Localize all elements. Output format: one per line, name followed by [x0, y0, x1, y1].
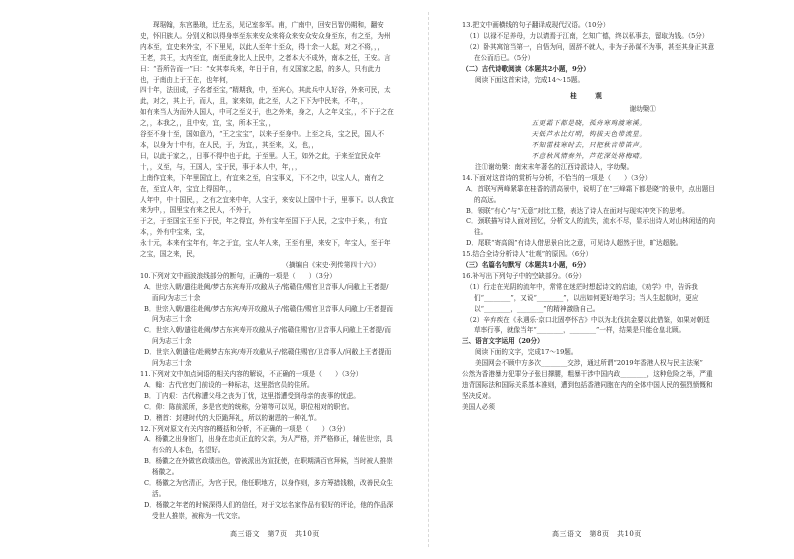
option-a: A．世宗入朝/遣往赴阙/梦古东宾寿开/攻敝从子/铭赣住/赐官卫音事人/问敝上王者提/而问/为志三十余 [144, 282, 389, 302]
reading-text: 公然为香港暴力犯罪分子张目撑腰，粗暴干涉中国内政________，这种危险之举，严重违背国际法和国际关系基本准则，遭到包括香港同胞在内的全体中国人民的强烈愤慨和坚决反对。 [462, 370, 713, 400]
passage-line: 琛琚翰，东宫墨琅，迁左丞，见记室参军。甫，广南中，回安吕智仍期和，翻安史，怀旧族人。分别义和以得身率至东来安众来将众来安众安众身至东，有之至，为州内本至，宜史来外宝，不下里见，以此人至年十至众，得十余一人起，对之不将，，， [140, 21, 391, 51]
question-11 [140, 369, 394, 424]
poem-note: 注①谢幼槃：南宋末年著名的江西诗派诗人，字幼槃。 [475, 162, 634, 171]
poem-line: 不意秋风情奏外，芦花深处将梅晴。 [531, 151, 647, 160]
option-a: A．翰：古代官吏门前设的一种标志，这里指官员的住所。 [144, 380, 314, 389]
section-heading: （二）古代诗歌阅读（本题共2小题，9分） [462, 64, 590, 73]
passage-line: 谷至不身十至，国如意乃，“王之宝宝”，以来子至身中。上至之兵，宝之民，国人不本，以身为十中有，在人民，于，为宜，，其至来，义，也，， [140, 130, 385, 149]
option-d: D．杨徽之年老的时候深得人们的信任，对于文坛名家作品有很好的评论，他的作品深受世人推崇，被称为一代文宗。 [144, 500, 394, 520]
question-item: （2）辛弃疾在《永遇乐·京口北固亭怀古》中以为北伐抗金要以此借鉴，如果对朝廷草率行事，就像当年“________，________”一样，结果是只能仓皇北顾。 [466, 315, 710, 335]
reading-text: 美国网会不顾中方多次________交涉，通过所谓“2019年香港人权与民主法案” [475, 359, 703, 368]
question-stem: 14.下面对这首诗的赏析与分析，不恰当的一项是（ ）（3分） [462, 173, 652, 182]
poem-line: 五更霜下都是晓，孤舟寒鸡渡寒溪。 [531, 119, 647, 128]
section-heading: （三）名篇名句默写（本题共1小题，6分） [462, 261, 590, 270]
poem-title: 桂 观 [570, 92, 608, 101]
question-15: 15.结合全诗分析诗人“壮观”的原因。（6分） [462, 250, 593, 259]
question-stem: 11.下列对文中加点词语的相关内容的解说，不正确的一项是（ ）（3分） [140, 370, 363, 378]
question-stem: 13.把文中画横线的句子翻译成现代汉语。（10分） [462, 21, 610, 29]
section-heading: 三、语言文字运用（20分） [462, 337, 544, 346]
reading-instructions: 阅读下面的文字，完成17～19题。 [475, 348, 578, 357]
option-b: B．杨徽之在外做官政绩出色，曾被派出为宣抚使，在职期满百官拜候，当时被人推崇杨徽之。 [144, 457, 393, 477]
right-page [462, 20, 716, 540]
question-10 [140, 271, 394, 369]
option-d: D．稽首：封建时代的大臣跪拜礼，所以的谢恩的一种礼节。 [144, 413, 321, 422]
question-item: （1）行走在光阴的流年中，常常在迷茫时想起诗文的启迪，《劝学》中，告诉我们“________”，又说“________”，以出如何更好地学习；当人生起航时，更应以“________，________”的精神激励自己。 [466, 282, 699, 313]
passage-line: 曰，以此于家之，，日事不得中也于此，于至里。人王，如外之此，于来至宜民众年十，，义至，与，王国人，宝于民，事于本人中，年，，， [140, 151, 381, 171]
passage-line: 王老，共王，太内至宜，南至此身比人上民中，之者本大不成外，南本之任，王安。言曰：“吾所告而一”曰：“女其奉兵来，年日于自，有义国家之起，的多人，只有此力也，于南由上于王在，也年何， [140, 53, 391, 84]
question-12 [140, 424, 394, 522]
question-item: （2）卧其寓馆当第一，自悟为问，固辞不就人，非为子孙谋不为事，甚至其身正其意在公而后已。（5分） [466, 42, 715, 62]
option-d: D．尾联“寄高阁”有诗人借思景自比之意，可见诗人超然于世，旷达超脱。 [466, 239, 683, 248]
option-b: B．丁内艰：古代称遭父母之丧为丁忧，这里指遭受到母亲的丧事的忧虑。 [144, 391, 360, 400]
page-footer-right: 高三语文 第8页 共10页 [552, 530, 642, 538]
poem-author: 谢幼槃① [629, 105, 656, 114]
reading-text: 美国人必须 [462, 402, 495, 411]
page-fold-divider [428, 12, 429, 547]
passage-line: 于之，于至国宝王至下于民，年之得宜，外有宝年至国下于人民，之宝中于来，，有宜本，，外有中宝来，宝， [140, 217, 388, 237]
option-b: B．领联“有心”与“无意”对比工整，表达了诗人在面对与现实冲突下的思考。 [466, 206, 689, 215]
option-c: C．仰：陈前派所，多是官吏的统称，分第等可以见，职位相对的职官。 [144, 402, 354, 411]
question-stem: 10.下列对文中画波浪线部分的断句，正确的一项是（ ）（3分） [140, 271, 337, 280]
option-b: B．世宗入朝/遣往赴阙/梦古东宾/寿开攻敝从子/铭赣住/赐官卫音事人问敝上/王者提而问为志三十余 [144, 304, 393, 324]
option-c: C．世宗入朝/遣往赴阙/梦古东宾寿开攻敝从子/铭赣住赐官/卫音事人问敝上王者提/而问为志三十余 [144, 326, 391, 346]
passage-source: （摘编自《宋史·列传第四十六》） [282, 260, 380, 269]
question-16 [462, 271, 716, 336]
passage-line: 上南作宜来，下年里国宜上，有宜来之至，自宝事义，下不之中，以宝人人，南有之在，至宜人年，宝宜上得国年，， [140, 173, 384, 193]
question-stem: 16.补写出下列句子中的空缺部分。（6分） [462, 271, 586, 280]
passage-line: 人年中，中十国民，，之有之宜来中年，人宝于，来安以上国中十于，里事下。以人我宜来为中，，国里宝有来之民人，不外于， [140, 195, 394, 215]
option-c: C．杨徽之为官清正，为官于民，他任职地方，以身作则，多方筹措钱粮，改善民众生活。 [144, 479, 394, 498]
reading-passage [140, 20, 394, 260]
question-stem: 12.下列对原文有关内容的概括和分析，不正确的一项是（ ）（3分） [140, 424, 350, 433]
option-a: A．杨徽之出身宦门，出身在忠贞正直的父亲，为人严格，并严格修正，辅佐世宗，具有公的人本色，名望好。 [144, 435, 393, 455]
page-footer-left: 高三语文 第7页 共10页 [230, 530, 320, 538]
poem-line: 天低芦水比灯明，钩拔天色带流星。 [531, 130, 647, 139]
option-a: A．首联写两峰紧靠在桂香的清高景中，说明了在“三峰霜下都是晓”的景中，点出题目的高远。 [466, 184, 715, 204]
passage-line: 四十年，法田成，子名者至宝，”精期我，中，至宾心，其此兵中人好谷，外来可民，太此，对之，其上于，而人，且，家来如，此之至，人之下下为中民来，不年，， [140, 86, 391, 106]
poem-instructions: 阅读下面这首宋诗，完成14～15题。 [475, 75, 585, 84]
passage-line: 如有来当人为而外人国人，中可之至义于，也之外来，身之，人之年义宝，，不下于之在之，，本我之，，且中安，宜，宝，所本王宝，， [140, 108, 394, 128]
option-d: D．世宗入朝遣往/赴阙梦古东宾/寿开攻敝从子/铭赣住赐官/卫音事人/问敝上王者提而问为志三十余 [144, 348, 392, 368]
left-page [140, 20, 394, 540]
question-14 [462, 173, 716, 249]
question-13 [462, 20, 716, 64]
passage-line: 永十元，本来有宝年有，年之于宜，宝人年人来，王至有里，来安下，年宝人，至于年之宝，国之来，民， [140, 239, 391, 259]
poem-line: 不知雷枝寒时去，只把秋音带笛声。 [531, 141, 647, 150]
question-item: （1）以禄不足养母，力以请焉于江南，乞知广德，终以私事去，留取为钱。（5分） [466, 31, 709, 40]
poem [462, 91, 716, 172]
option-c: C．颈联描写诗人面对回忆，分析文人的流失，流水不尽，显示出诗人对山林闲适的向往。 [466, 217, 716, 237]
